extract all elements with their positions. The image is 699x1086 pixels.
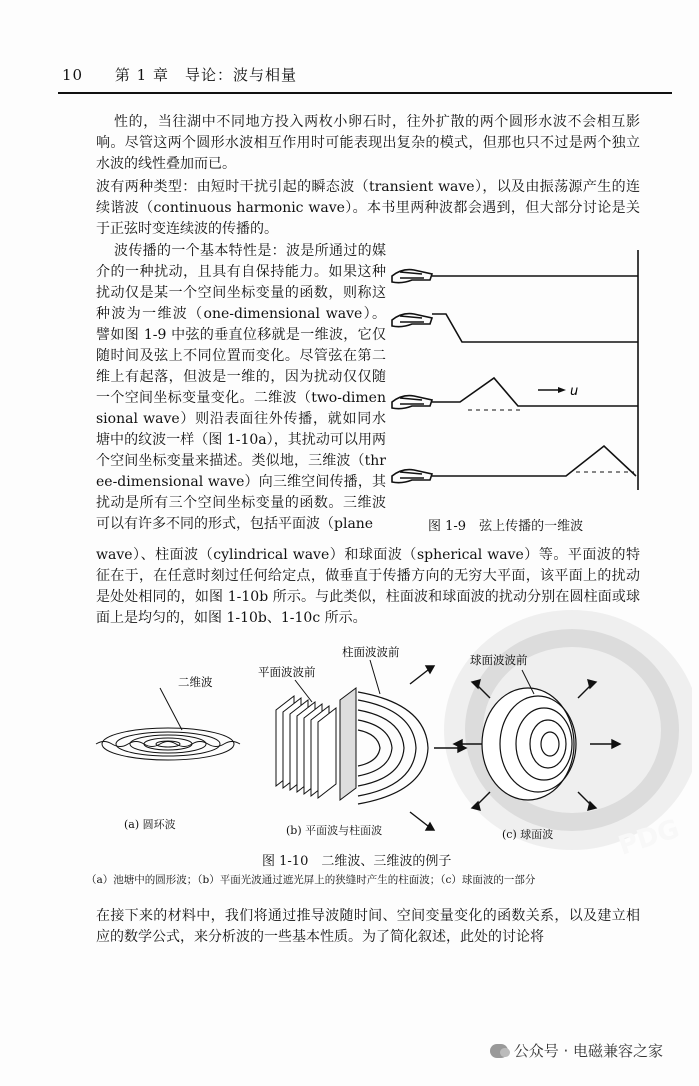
wechat-icon	[490, 1044, 508, 1058]
chapter-title: 第 1 章 导论：波与相量	[114, 66, 297, 84]
velocity-arrow-icon	[558, 387, 566, 393]
page-number: 10	[62, 66, 84, 84]
watermark-text: 公众号 · 电磁兼容之家	[513, 1042, 663, 1060]
paragraph-3: 波传播的一个基本特性是：波是所通过的媒介的一种扰动，且具有自保持能力。如果这种扰动仅是某一个空间坐标变量的函数，则称这种波为一维波（one-dimensional wave）。譬如图 1-9 中弦的垂直位移就是一维波，它仅随时间及弦上不同位置而变化。尽管弦在第二维上有起落，但波是一维的，因为扰动仅仅随一个空间坐标变量变化。二维波（two-dimensional wave）则沿表面往外传播，就如同水塘中的纹波一样（图 1-10a），其扰动可以用两个空间坐标变量来描述。类似地，三维波（three-dimensional wave）向三维空间传播，其扰动是所有三个空间坐标变量的函数。三维波可以有许多不同的形式，包括平面波（plane	[96, 243, 386, 532]
label-spherical-front: 球面波波前	[470, 653, 528, 667]
hand-1	[392, 270, 432, 283]
cylindrical-wave-fronts	[358, 692, 428, 804]
figure-1-10-detail: （a）池塘中的圆形波；（b）平面光波通过遮光屏上的狭缝时产生的柱面波；（c）球面波的一部分	[86, 874, 536, 886]
sub-caption-a: (a) 圆环波	[124, 818, 176, 831]
label-2d-wave: 二维波	[178, 675, 213, 689]
plane-wave-fronts	[276, 696, 336, 798]
label-cylindrical-front: 柱面波波前	[342, 645, 400, 659]
figure-1-10-wave-types	[90, 640, 650, 840]
figure-1-10-caption: 图 1-10 二维波、三维波的例子	[262, 854, 452, 869]
watermark-bar	[490, 1040, 663, 1061]
running-header	[62, 64, 662, 85]
figure-1-9-caption: 图 1-9 弦上传播的一维波	[428, 519, 584, 534]
sub-caption-b: (b) 平面波与柱面波	[286, 824, 383, 837]
string-pulse-travelling	[432, 378, 638, 406]
cylindrical-arrows	[410, 666, 466, 830]
paragraph-2: 波有两种类型：由短时干扰引起的瞬态波（transient wave），以及由振荡源产生的连续谐波（continuous harmonic wave）。本书里两种波都会遇到，但大部分讨论是关于正弦时变连续波的传播的。	[96, 179, 640, 237]
hand-2	[392, 314, 432, 327]
paragraph-3-continued: wave）、柱面波（cylindrical wave）和球面波（spherical wave）等。平面波的特征在于，在任意时刻过任何给定点，做垂直于传播方向的无穷大平面，该平面上的扰动是处处相同的，如图 1-10b 所示。与此类似，柱面波和球面波的扰动分别在圆柱面或球面上是均匀的，如图 1-10b、1-10c 所示。	[96, 547, 640, 626]
paragraph-1: 性的，当往湖中不同地方投入两枚小卵石时，往外扩散的两个圆形水波不会相互影响。尽管这两个圆形水波相互作用时可能表现出复杂的模式，但那也只不过是两个独立水波的线性叠加而已。	[96, 114, 640, 172]
watermark-pdg: PDG	[614, 813, 684, 862]
string-pulse-near-end	[432, 446, 636, 476]
header-rule	[58, 92, 672, 94]
string-pulse-start	[432, 314, 638, 342]
hand-4	[392, 470, 432, 483]
sub-caption-c: (c) 球面波	[502, 828, 554, 841]
label-plane-front: 平面波波前	[258, 665, 316, 679]
velocity-label: u	[570, 384, 579, 399]
slit-screen	[340, 688, 356, 800]
figure-1-9-string-wave	[390, 250, 650, 510]
spherical-wave-fronts	[482, 688, 576, 800]
hand-3	[392, 396, 432, 409]
paragraph-4: 在接下来的材料中，我们将通过推导波随时间、空间变量变化的函数关系，以及建立相应的数学公式，来分析波的一些基本性质。为了简化叙述，此处的讨论将	[96, 908, 640, 945]
ripple-rings	[96, 688, 240, 760]
